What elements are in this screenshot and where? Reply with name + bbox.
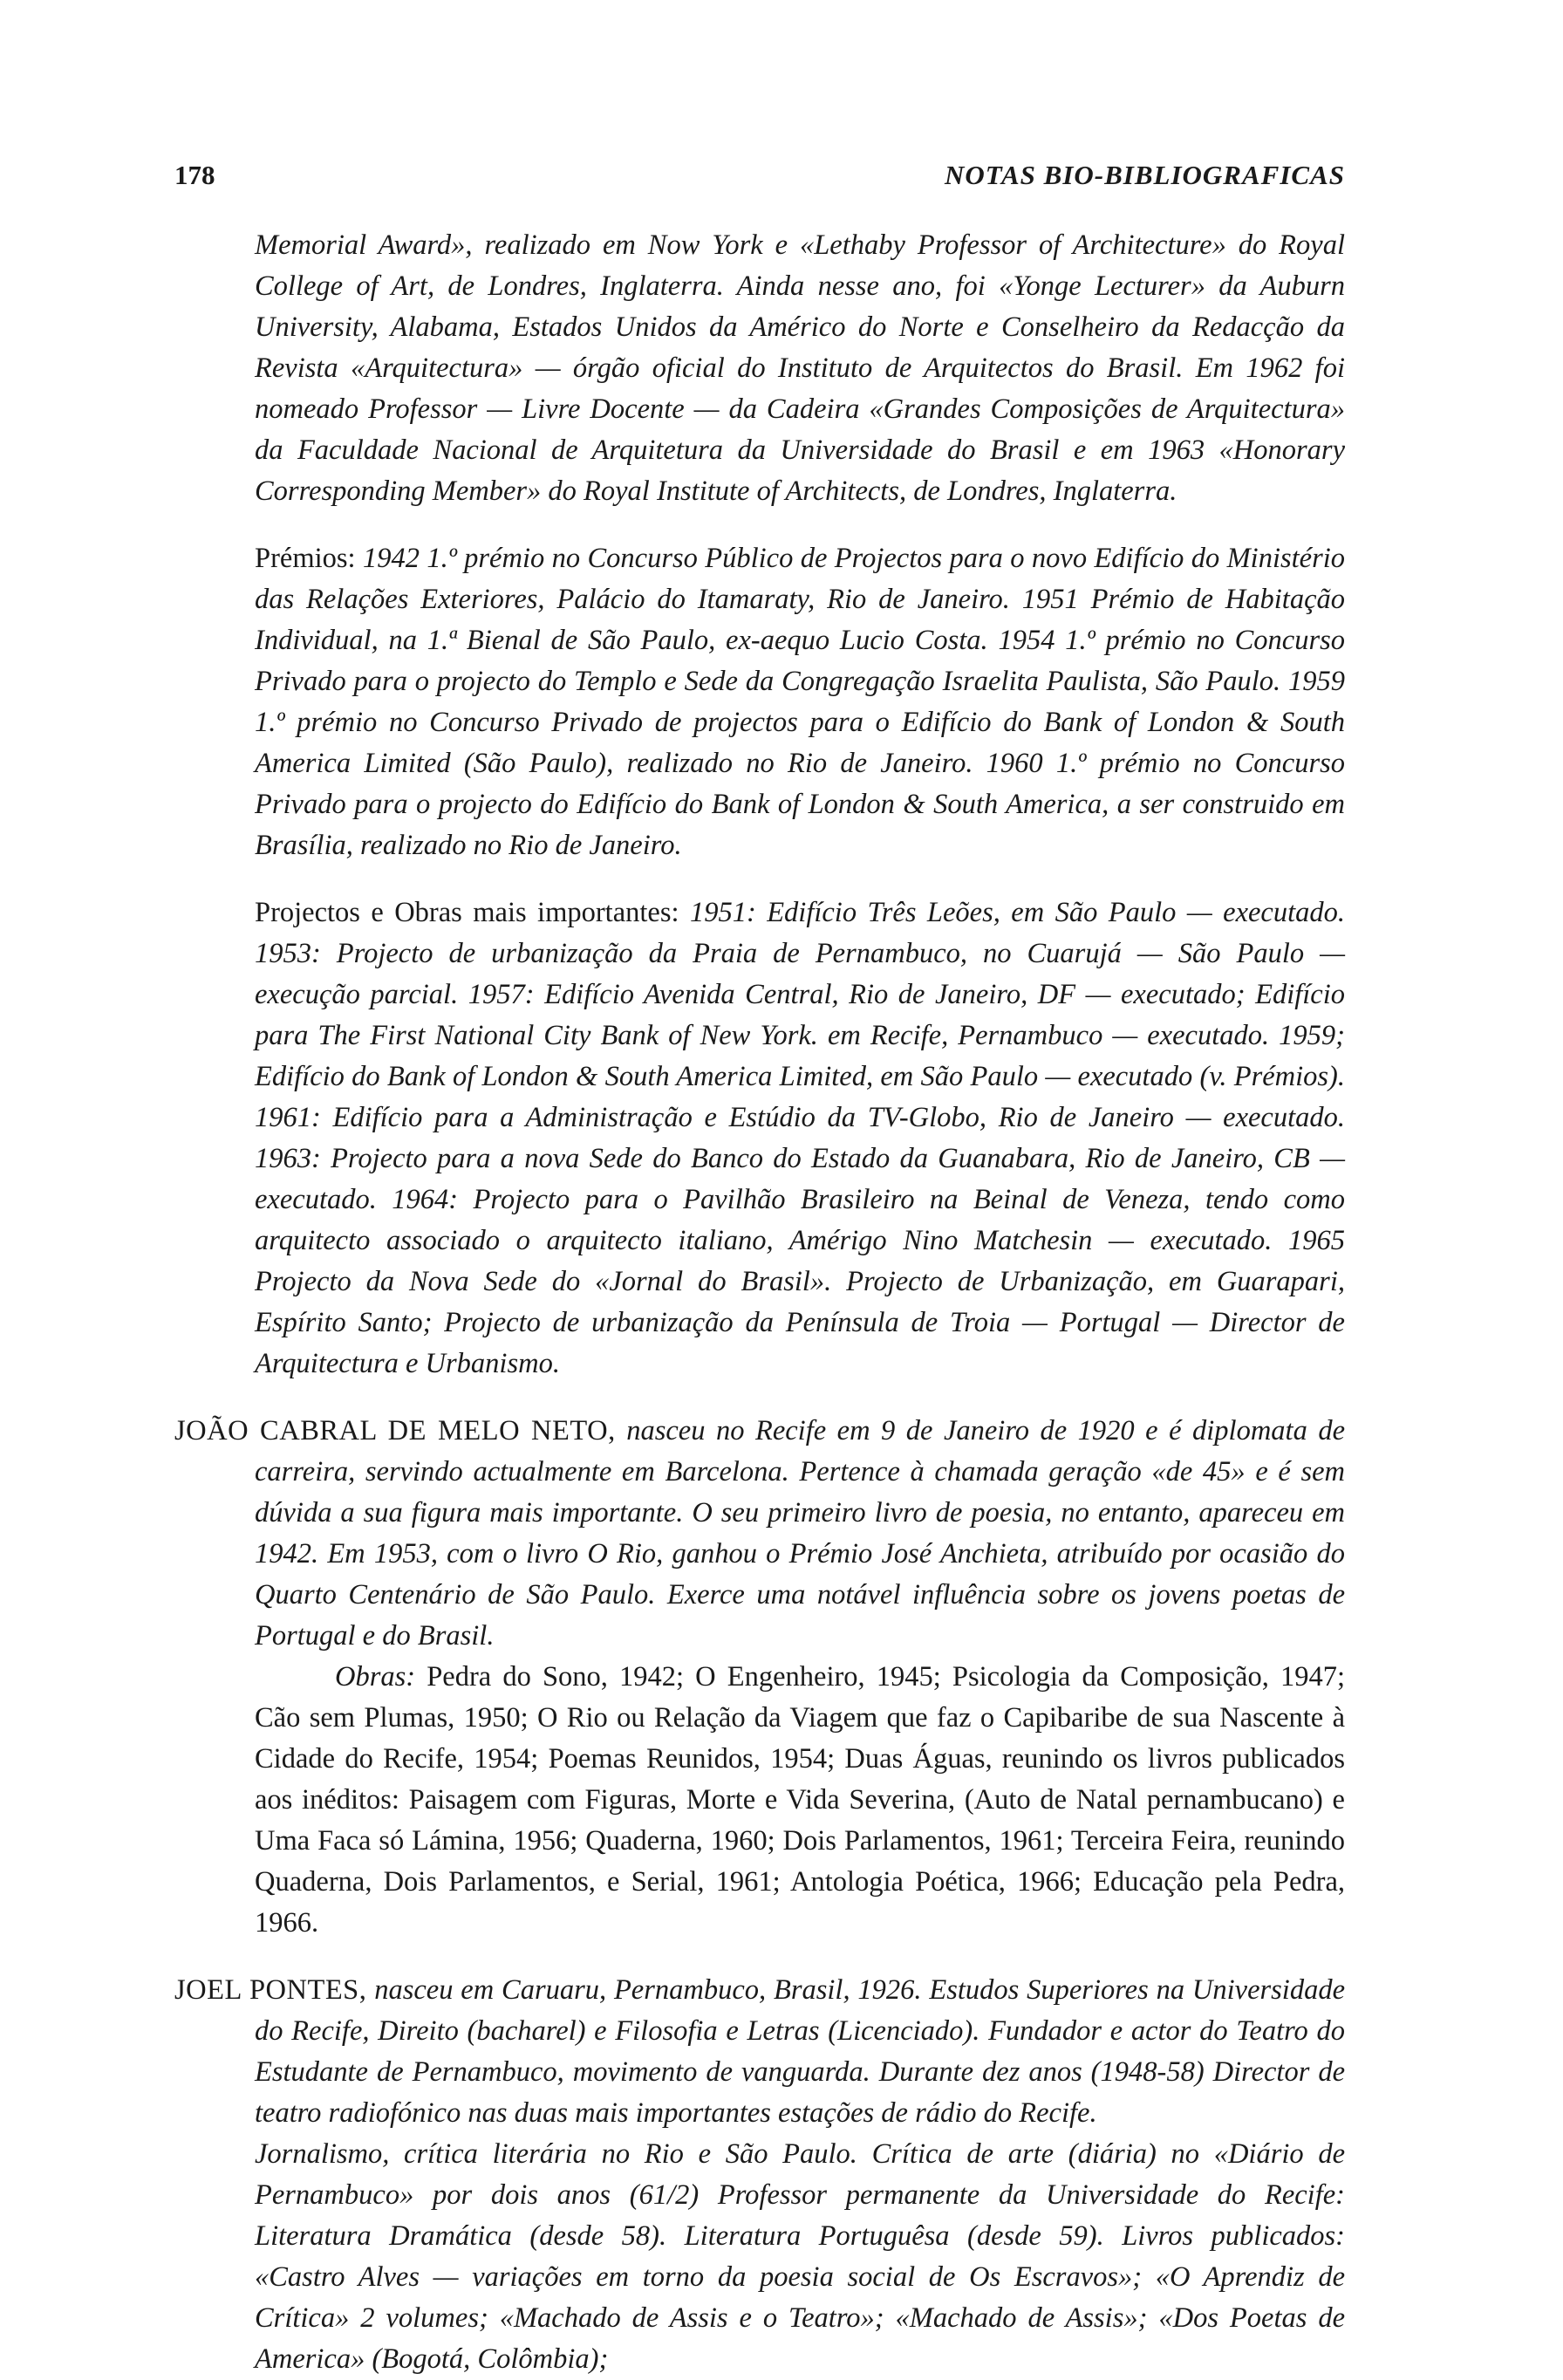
entry-bio: nasceu em Caruaru, Pernambuco, Brasil, 1926. Estudos Superiores na Universidade do Recife, Direito (bacharel) e Filosofia e Letras (Licenciado). Fundador e actor do Teatro do Estudante de Pernambuco, movimento de vanguarda. Durante dez anos (1948-58) Director de teatro radiofónico nas duas mais importantes estações de rádio do Recife. xyxy=(255,1974,1345,2129)
premios-label: Prémios: xyxy=(255,543,356,574)
entry-bio-continued: Jornalismo, crítica literária no Rio e São Paulo. Crítica de arte (diária) no «Diário de Pernambuco» por dois anos (61/2) Professor permanente da Universidade do Recife: Literatura Dramática (desde 58). Literatura Portuguêsa (desde 59). Livros publicados: «Castro Alves — variações em torno da poesia social de Os Escravos»; «O Aprendiz de Crítica» 2 volumes; «Machado de Assis e o Teatro»; «Machado de Assis»; «Dos Poetas de America» (Bogotá, Colômbia); xyxy=(255,2138,1345,2375)
obras-text: Pedra do Sono, 1942; O Engenheiro, 1945; Psicologia da Composição, 1947; Cão sem Plumas, 1950; O Rio ou Relação da Viagem que faz o Capibaribe de sua Nascente à Cidade do Recife, 1954; Poemas Reunidos, 1954; Duas Águas, reunindo os livros publicados aos inéditos: Paisagem com Figuras, Morte e Vida Severina, (Auto de Natal pernambucano) e Uma Faca só Lámina, 1956; Quaderna, 1960; Dois Parlamentos, 1961; Terceira Feira, reunindo Quaderna, Dois Parlamentos, e Serial, 1961; Antologia Poética, 1966; Educação pela Pedra, 1966. xyxy=(255,1661,1346,1939)
obras-label: Obras: xyxy=(335,1661,416,1693)
entry-name: JOÃO CABRAL DE MELO NETO, xyxy=(174,1415,616,1446)
projectos-paragraph xyxy=(174,892,1345,1385)
running-title: NOTAS BIO-BIBLIOGRAFICAS xyxy=(945,160,1345,190)
premios-text: 1942 1.º prémio no Concurso Público de Projectos para o novo Edifício do Ministério das Relações Exteriores, Palácio do Itamaraty, Rio de Janeiro. 1951 Prémio de Habitação Individual, na 1.ª Bienal de São Paulo, ex-aequo Lucio Costa. 1954 1.º prémio no Concurso Privado para o projecto do Templo e Sede da Congregação Israelita Paulista, São Paulo. 1959 1.º prémio no Concurso Privado de projectos para o Edifício do Bank of London & South America Limited (São Paulo), realizado no Rio de Janeiro. 1960 1.º prémio no Concurso Privado para o projecto do Edifício do Bank of London & South America, a ser construido em Brasília, realizado no Rio de Janeiro. xyxy=(255,543,1346,861)
joel-bio-continued xyxy=(174,2134,1345,2380)
entry-joel-pontes xyxy=(174,1970,1345,2134)
intro-text: Memorial Award», realizado em Now York e «Lethaby Professor of Architecture» do Royal College of Art, de Londres, Inglaterra. Ainda nesse ano, foi «Yonge Lecturer» da Auburn University, Alabama, Estados Unidos da Américo do Norte e Conselheiro da Redacção da Revista «Arquitectura» — órgão oficial do Instituto de Arquitectos do Brasil. Em 1962 foi nomeado Professor — Livre Docente — da Cadeira «Grandes Composições de Arquitectura» da Faculdade Nacional de Arquitetura da Universidade do Brasil e em 1963 «Honorary Corresponding Member» do Royal Institute of Architects, de Londres, Inglaterra. xyxy=(255,229,1345,507)
page-body xyxy=(174,225,1345,2380)
entry-bio: nasceu no Recife em 9 de Janeiro de 1920 e é diplomata de carreira, servindo actualmente em Barcelona. Pertence à chamada geração «de 45» e é sem dúvida a sua figura mais importante. O seu primeiro livro de poesia, no entanto, apareceu em 1942. Em 1953, com o livro O Rio, ganhou o Prémio José Anchieta, atribuído por ocasião do Quarto Centenário de São Paulo. Exerce uma notável influência sobre os jovens poetas de Portugal e do Brasil. xyxy=(255,1415,1345,1652)
entry-joao-cabral xyxy=(174,1411,1345,1657)
running-head xyxy=(174,160,1345,195)
premios-paragraph xyxy=(174,538,1345,866)
page-number: 178 xyxy=(174,160,215,190)
projectos-label: Projectos e Obras mais importantes: xyxy=(255,897,679,928)
entry-name: JOEL PONTES, xyxy=(174,1974,367,2006)
joao-obras xyxy=(174,1657,1345,1944)
intro-paragraph xyxy=(174,225,1345,512)
projectos-text: 1951: Edifício Três Leões, em São Paulo — executado. 1953: Projecto de urbanização da Praia de Pernambuco, no Cuarujá — São Paulo — execução parcial. 1957: Edifício Avenida Central, Rio de Janeiro, DF — executado; Edifício para The First National City Bank of New York. em Recife, Pernambuco — executado. 1959; Edifício do Bank of London & South America Limited, em São Paulo — executado (v. Prémios). 1961: Edifício para a Administração e Estúdio da TV-Globo, Rio de Janeiro — executado. 1963: Projecto para a nova Sede do Banco do Estado da Guanabara, Rio de Janeiro, CB — executado. 1964: Projecto para o Pavilhão Brasileiro na Beinal de Veneza, tendo como arquitecto associado o arquitecto italiano, Amérigo Nino Matchesin — executado. 1965 Projecto da Nova Sede do «Jornal do Brasil». Projecto de Urbanização, em Guarapari, Espírito Santo; Projecto de urbanização da Península de Troia — Portugal — Director de Arquitectura e Urbanismo. xyxy=(255,897,1345,1379)
